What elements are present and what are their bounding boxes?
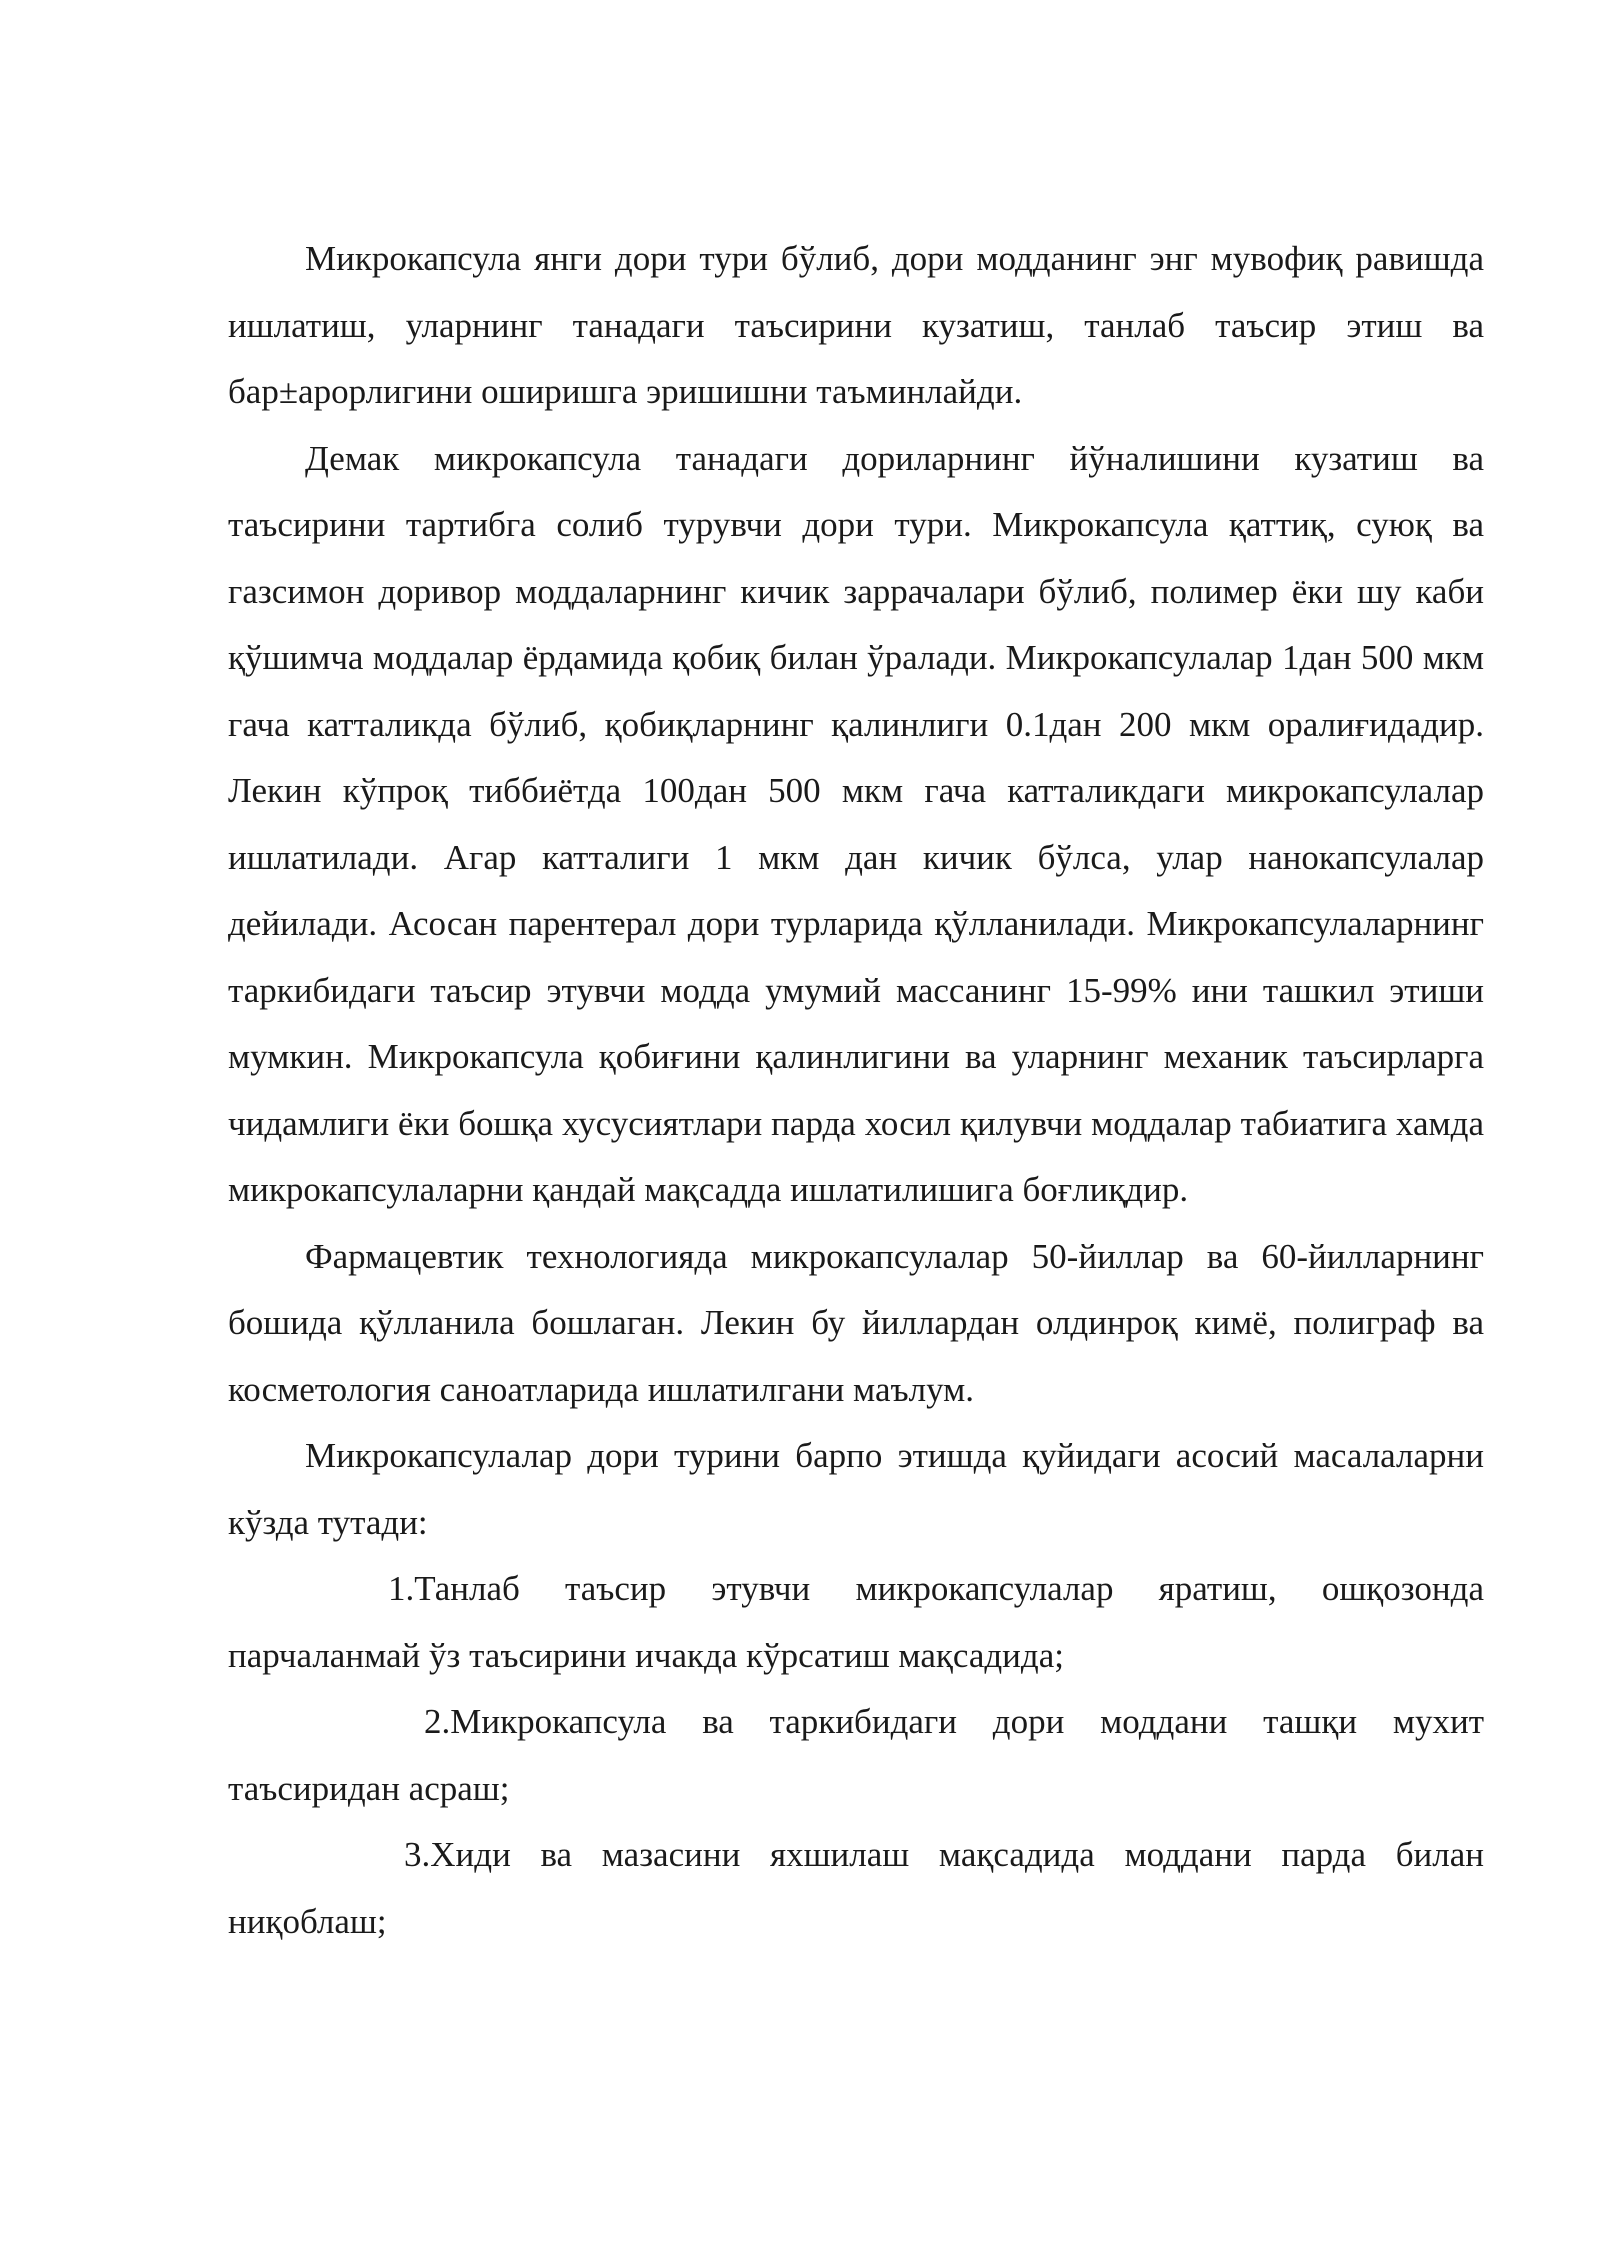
- paragraph-1: Микрокапсула янги дори тури бўлиб, дори модданинг энг мувофиқ равишда ишлатиш, уларнинг танадаги таъсирини кузатиш, танлаб таъсир этиш ва бар±арорлигини оширишга эришишни таъминлайди.: [228, 239, 1484, 411]
- document-body: [228, 226, 1484, 1955]
- list-item-1: 1.Танлаб таъсир этувчи микрокапсулалар яратиш, ошқозонда парчаланмай ўз таъсирини ичакда кўрсатиш мақсадида;: [228, 1569, 1484, 1675]
- paragraph-2: Демак микрокапсула танадаги дориларнинг йўналишини кузатиш ва таъсирини тартибга солиб турувчи дори тури. Микрокапсула қаттиқ, суюқ ва газсимон доривор моддаларнинг кичик заррачалари бўлиб, полимер ёки шу каби қўшимча моддалар ёрдамида қобиқ билан ўралади. Микрокапсулалар 1дан 500 мкм гача катталикда бўлиб, қобиқларнинг қалинлиги 0.1дан 200 мкм оралиғидадир. Лекин кўпроқ тиббиётда 100дан 500 мкм гача катталикдаги микрокапсулалар ишлатилади. Агар катталиги 1 мкм дан кичик бўлса, улар нанокапсулалар дейилади. Асосан парентерал дори турларида қўлланилади. Микрокапсулаларнинг таркибидаги таъсир этувчи модда умумий массанинг 15-99% ини ташкил этиши мумкин. Микрокапсула қобиғини қалинлигини ва уларнинг механик таъсирларга чидамлиги ёки бошқа хусусиятлари парда хосил қилувчи моддалар табиатига хамда микрокапсулаларни қандай мақсадда ишлатилишига боғлиқдир.: [228, 438, 1484, 1209]
- paragraph-3: Фармацевтик технологияда микрокапсулалар 50-йиллар ва 60-йилларнинг бошида қўлланила бошлаган. Лекин бу йиллардан олдинроқ кимё, полиграф ва косметология саноатларида ишлатилгани маълум.: [228, 1236, 1484, 1409]
- list-item-2: 2.Микрокапсула ва таркибидаги дори моддани ташқи мухит таъсиридан асраш;: [228, 1702, 1484, 1808]
- list-item-3: 3.Хиди ва мазасини яхшилаш мақсадида моддани парда билан ниқоблаш;: [228, 1835, 1484, 1941]
- paragraph-4: Микрокапсулалар дори турини барпо этишда қуйидаги асосий масалаларни кўзда тутади:: [228, 1436, 1484, 1542]
